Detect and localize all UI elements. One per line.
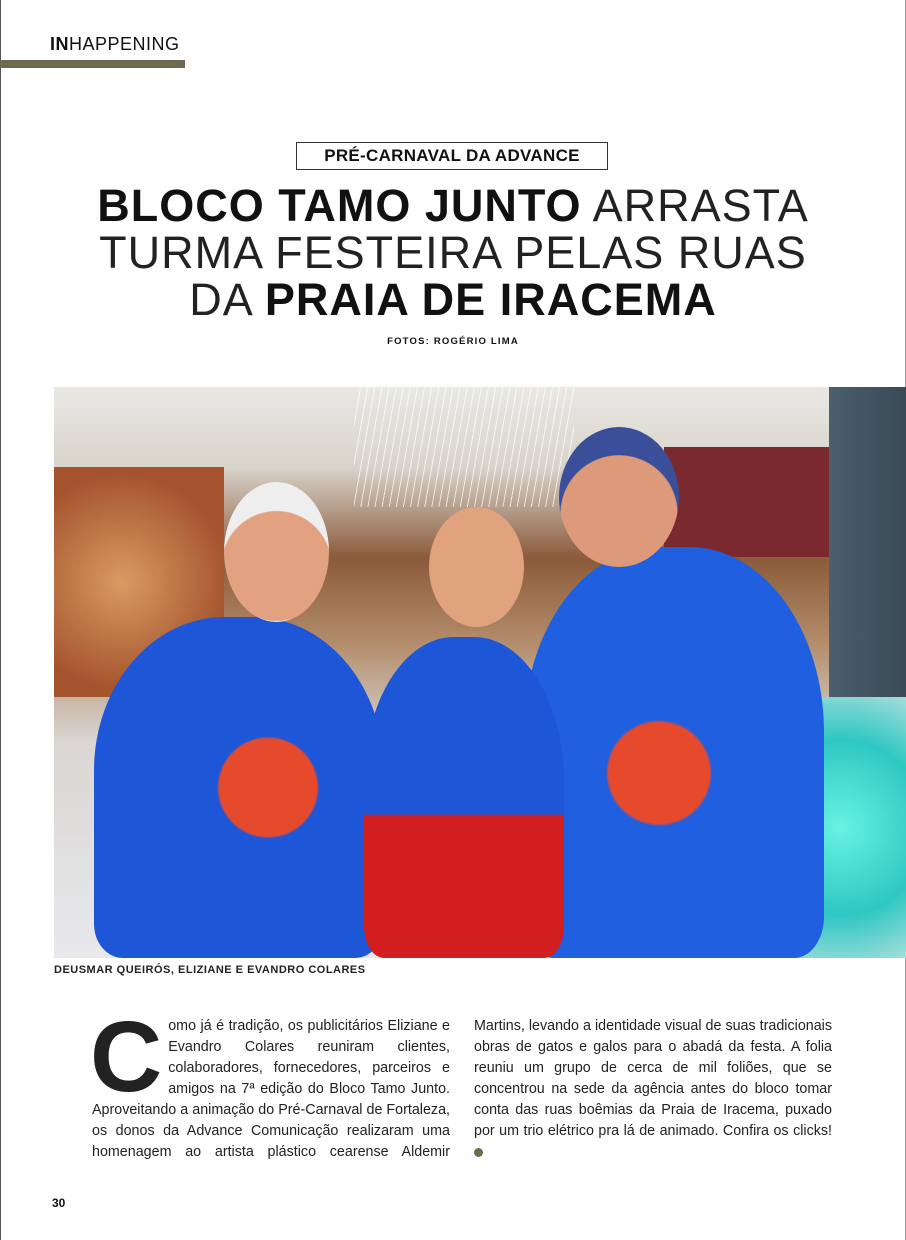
- section-label: [50, 34, 180, 55]
- section-label-bold: IN: [50, 34, 69, 54]
- article-photo: [54, 387, 906, 958]
- title-light-1: ARRASTA: [581, 180, 809, 231]
- photo-person-left: [94, 617, 384, 958]
- body-text: omo já é tradição, os publicitários Eliziane e Evandro Colares reuniram clientes, colaboradores, fornecedores, parceiros e amigos na 7ª edição do Bloco Tamo Junto. Aproveitando a animação do Pré-Carnaval de Fortaleza, os donos da Advance Comunicação realizaram uma homenagem ao artista plástico cearense Aldemir Martins, levando a identidade visual de suas tradicionais obras de gatos e galos para o abadá da festa. A folia reuniu um grupo de cerca de mil foliões, que se concentrou na sede da agência antes do bloco tomar conta das ruas boêmias da Praia de Iracema, puxado por um trio elétrico pra lá de animado. Confira os clicks!: [92, 1018, 832, 1160]
- section-label-light: HAPPENING: [69, 34, 180, 54]
- drop-cap: C: [90, 1001, 163, 1113]
- end-mark-icon: [474, 1148, 483, 1157]
- photo-banner: [664, 447, 834, 557]
- title-bold-1: BLOCO TAMO JUNTO: [97, 180, 582, 231]
- photo-person-center: [364, 637, 564, 958]
- page-number: 30: [52, 1196, 66, 1210]
- photo-face-center: [429, 507, 524, 627]
- photo-headdress: [354, 387, 574, 507]
- article-kicker: PRÉ-CARNAVAL DA ADVANCE: [296, 142, 608, 170]
- title-light-3: DA: [189, 274, 265, 325]
- photo-credit: FOTOS: ROGÉRIO LIMA: [387, 336, 519, 347]
- photo-face-right: [559, 427, 679, 567]
- section-rule: [0, 60, 185, 68]
- article-title: [0, 182, 906, 323]
- title-bold-3: PRAIA DE IRACEMA: [264, 274, 717, 325]
- photo-caption: DEUSMAR QUEIRÓS, ELIZIANE E EVANDRO COLARES: [54, 964, 366, 976]
- photo-face-left: [224, 482, 329, 622]
- title-light-2: TURMA FESTEIRA PELAS RUAS: [99, 227, 807, 278]
- photo-person-right: [524, 547, 824, 958]
- article-body: [90, 1001, 832, 1163]
